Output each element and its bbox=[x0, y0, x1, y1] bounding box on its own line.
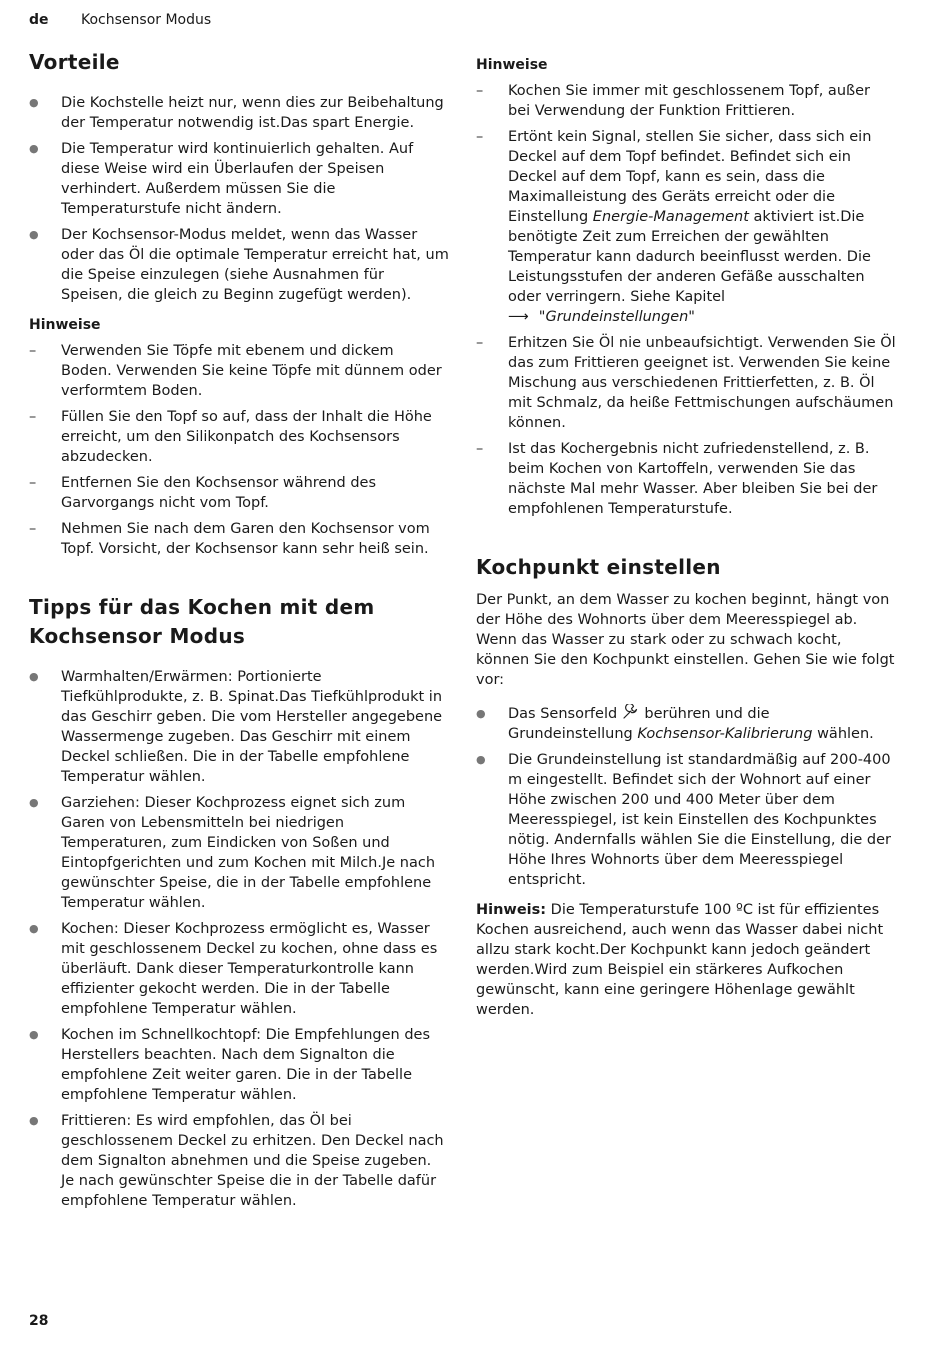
tips-heading: Tipps für das Kochen mit dem Kochsensor Modus bbox=[29, 595, 375, 648]
list-item: ● Das Sensorfeld berühren und die Grundeinstellung Kochsensor-Kalibrierung wählen. bbox=[476, 704, 896, 744]
list-item: ● Kochen im Schnellkochtopf: Die Empfehlungen des Herstellers beachten. Nach dem Signalton die empfohlene Zeit weiter garen. Die in der Tabelle empfohlene Temperatur wählen. bbox=[29, 1025, 449, 1105]
left-column bbox=[29, 48, 449, 1217]
chapter-link[interactable]: "Grundeinstellungen" bbox=[538, 309, 695, 325]
notes-list bbox=[29, 341, 449, 559]
advantages-heading: Vorteile bbox=[29, 50, 120, 74]
list-item: – Ertönt kein Signal, stellen Sie sicher, dass sich ein Deckel auf dem Topf befindet. Befindet sich ein Deckel auf dem Topf, kann es sein, dass die Maximalleistung des Geräts erreicht oder die Einstellung Energie-Management aktiviert ist.Die benötigte Zeit zum Erreichen der gewählten Temperatur kann dadurch beeinflusst werden. Die Leistungsstufen der anderen Gefäße ausschalten oder verringern. Siehe Kapitel ⟶ "Grundeinstellungen" bbox=[476, 127, 896, 327]
chapter-reference bbox=[508, 307, 896, 327]
list-item: – Verwenden Sie Töpfe mit ebenem und dickem Boden. Verwenden Sie keine Töpfe mit dünnem oder verformtem Boden. bbox=[29, 341, 449, 401]
page-header bbox=[29, 12, 211, 28]
list-item: ● Der Kochsensor-Modus meldet, wenn das Wasser oder das Öl die optimale Temperatur erreicht hat, um die Speise einzulegen (siehe Ausnahmen für Speisen, die gleich zu Beginn zugefügt werden). bbox=[29, 225, 449, 305]
notes-heading: Hinweise bbox=[29, 317, 101, 333]
advantages-list bbox=[29, 93, 449, 305]
right-column bbox=[476, 55, 896, 1020]
language-code: de bbox=[29, 12, 49, 28]
tips-list bbox=[29, 667, 449, 1211]
list-item: ● Kochen: Dieser Kochprozess ermöglicht es, Wasser mit geschlossenem Deckel zu kochen, ohne dass es überläuft. Dank dieser Temperaturkontrolle kann effizienter gekocht werden. Die in der Tabelle empfohlene Temperatur wählen. bbox=[29, 919, 449, 1019]
list-item: – Kochen Sie immer mit geschlossenem Topf, außer bei Verwendung der Funktion Frittieren. bbox=[476, 81, 896, 121]
list-item: – Nehmen Sie nach dem Garen den Kochsensor vom Topf. Vorsicht, der Kochsensor kann sehr heiß sein. bbox=[29, 519, 449, 559]
list-item: ● Die Temperatur wird kontinuierlich gehalten. Auf diese Weise wird ein Überlaufen der Speisen verhindert. Außerdem müssen Sie die Temperaturstufe nicht ändern. bbox=[29, 139, 449, 219]
list-item: ● Die Grundeinstellung ist standardmäßig auf 200-400 m eingestellt. Befindet sich der Wohnort auf einer Höhe zwischen 200 und 400 Meter über dem Meeresspiegel, ist kein Einstellen des Kochpunktes nötig. Andernfalls wählen Sie die Einstellung, die der Höhe Ihres Wohnorts über dem Meeresspiegel entspricht. bbox=[476, 750, 896, 890]
page-number: 28 bbox=[29, 1313, 49, 1329]
hint-label: Hinweis: bbox=[476, 902, 547, 918]
list-item: – Erhitzen Sie Öl nie unbeaufsichtigt. Verwenden Sie Öl das zum Frittieren geeignet ist. Verwenden Sie keine Mischung aus verschiedenen Frittierfetten, z. B. Öl mit Schmalz, da heiße Fettmischungen aufschäumen können. bbox=[476, 333, 896, 433]
boil-point-heading: Kochpunkt einstellen bbox=[476, 555, 721, 579]
hint-paragraph: Hinweis: Die Temperaturstufe 100 ºC ist für effizientes Kochen ausreichend, auch wenn das Wasser dabei nicht allzu stark kocht.Der Kochpunkt kann jedoch geändert werden.Wird zum Beispiel ein stärkeres Aufkochen gewünscht, kann eine geringere Höhenlage gewählt werden. bbox=[476, 902, 884, 1018]
list-item: – Ist das Kochergebnis nicht zufriedenstellend, z. B. beim Kochen von Kartoffeln, verwenden Sie das nächste Mal mehr Wasser. Aber bleiben Sie bei der empfohlenen Temperaturstufe. bbox=[476, 439, 896, 519]
notes-list bbox=[476, 81, 896, 519]
wrench-icon bbox=[622, 704, 640, 720]
boil-point-intro: Der Punkt, an dem Wasser zu kochen beginnt, hängt von der Höhe des Wohnorts über dem Meeresspiegel ab. Wenn das Wasser zu stark oder zu schwach kocht, können Sie den Kochpunkt einstellen. Gehen Sie wie folgt vor: bbox=[476, 592, 895, 688]
header-section-title: Kochsensor Modus bbox=[81, 12, 212, 28]
setting-name: Energie-Management bbox=[592, 209, 749, 225]
boil-point-steps bbox=[476, 704, 896, 890]
list-item: ● Garziehen: Dieser Kochprozess eignet sich zum Garen von Lebensmitteln bei niedrigen Temperaturen, zum Eindicken von Soßen und Eintopfgerichten und zum Kochen mit Milch.Je nach gewünschter Speise, die in der Tabelle empfohlene Temperatur wählen. bbox=[29, 793, 449, 913]
list-item: – Entfernen Sie den Kochsensor während des Garvorgangs nicht vom Topf. bbox=[29, 473, 449, 513]
arrow-right-icon: ⟶ bbox=[508, 309, 529, 325]
list-item: ● Die Kochstelle heizt nur, wenn dies zur Beibehaltung der Temperatur notwendig ist.Das spart Energie. bbox=[29, 93, 449, 133]
list-item: ● Warmhalten/Erwärmen: Portionierte Tiefkühlprodukte, z. B. Spinat.Das Tiefkühlprodukt in das Geschirr geben. Die vom Hersteller angegebene Wassermenge zugeben. Das Geschirr mit einem Deckel schließen. Die in der Tabelle empfohlene Temperatur wählen. bbox=[29, 667, 449, 787]
notes-heading: Hinweise bbox=[476, 57, 548, 73]
list-item: – Füllen Sie den Topf so auf, dass der Inhalt die Höhe erreicht, um den Silikonpatch des Kochsensors abzudecken. bbox=[29, 407, 449, 467]
setting-name: Kochsensor-Kalibrierung bbox=[637, 726, 813, 742]
list-item: ● Frittieren: Es wird empfohlen, das Öl bei geschlossenem Deckel zu erhitzen. Den Deckel nach dem Signalton abnehmen und die Speise zugeben. Je nach gewünschter Speise die in der Tabelle dafür empfohlene Temperatur wählen. bbox=[29, 1111, 449, 1211]
